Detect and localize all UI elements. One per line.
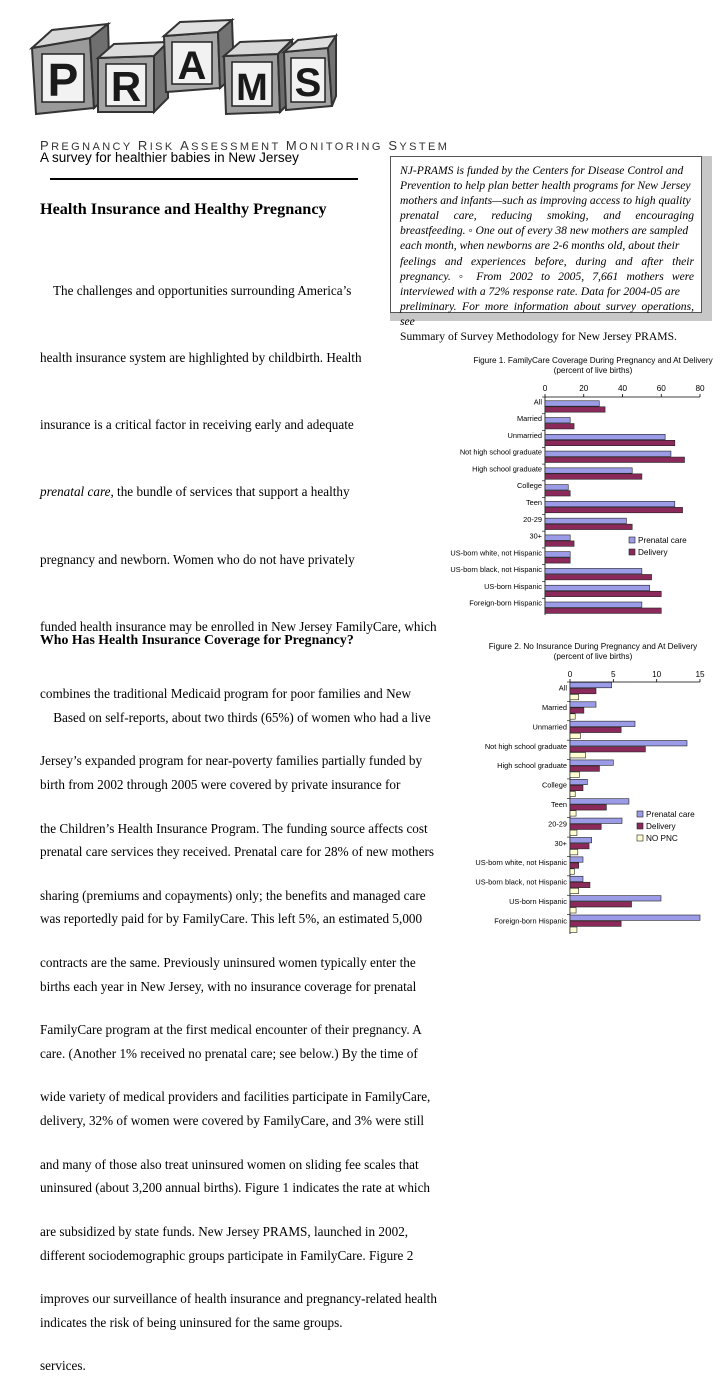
bar-no-pnc (570, 908, 576, 913)
bar-prenatal-care (545, 602, 642, 607)
text-line: insurance is a critical factor in receiving early and adequate (40, 417, 354, 433)
bar-delivery (570, 863, 579, 868)
category-label: US-born Hispanic (509, 896, 567, 906)
logo-letter-s: S (294, 61, 322, 105)
category-label: Foreign-born Hispanic (494, 916, 567, 926)
bar-prenatal-care (570, 779, 587, 784)
figure-1-familycare-chart (440, 352, 725, 617)
logo-letter-r: R (110, 63, 142, 110)
bar-prenatal-care (570, 915, 700, 920)
info-line: interviewed with a 72% response rate. Data for 2004-05 are (400, 284, 680, 298)
info-line: NJ-PRAMS is funded by the Centers for Disease Control and (400, 164, 684, 177)
legend-label: Delivery (638, 548, 668, 557)
text-line: and many of those also treat uninsured women on sliding fee scales that (40, 1156, 419, 1172)
bar-prenatal-care (570, 682, 612, 687)
bar-delivery (545, 608, 661, 613)
x-tick-label: 0 (542, 384, 548, 393)
legend-swatch (637, 811, 643, 817)
text-line: was reportedly paid for by FamilyCare. This left 5%, an estimated 5,000 (40, 911, 423, 927)
info-line: feelings and experiences before, during and after their (400, 254, 694, 268)
x-tick-label: 5 (611, 670, 616, 679)
category-label: US-born black, not Hispanic (475, 877, 567, 887)
x-tick-label: 80 (695, 384, 705, 393)
info-line: prenatal care, reducing smoking, and encouraging (400, 209, 694, 223)
legend-swatch (637, 823, 643, 829)
x-tick-label: 60 (656, 384, 666, 393)
bar-delivery (545, 457, 685, 462)
bar-no-pnc (570, 753, 586, 758)
x-tick-label: 20 (579, 384, 589, 393)
text-line: services. (40, 1358, 86, 1374)
category-label: High school graduate (497, 761, 567, 771)
text-line: The challenges and opportunities surrounding America’s (40, 282, 352, 298)
text-line: uninsured (about 3,200 annual births). Figure 1 indicates the rate at which (40, 1180, 431, 1196)
prenatal-care-term: prenatal care (40, 484, 111, 500)
bar-no-pnc (570, 849, 578, 854)
bar-prenatal-care (545, 585, 650, 590)
bar-delivery (545, 574, 652, 579)
bar-prenatal-care (570, 876, 583, 881)
chart-title: Figure 2. No Insurance During Pregnancy and At Delivery (488, 642, 698, 651)
bar-prenatal-care (570, 741, 687, 746)
bar-delivery (545, 507, 683, 512)
text-line: Based on self-reports, about two thirds (65%) of women who had a live (40, 709, 431, 725)
text-line: FamilyCare program at the first medical encounter of their pregnancy. A (40, 1022, 422, 1038)
category-label: US-born Hispanic (484, 581, 542, 591)
logo-letter-p: P (47, 54, 79, 106)
category-label: US-born white, not Hispanic (475, 858, 567, 868)
category-label: High school graduate (472, 464, 542, 474)
legend-label: Prenatal care (646, 810, 695, 819)
category-label: Not high school graduate (459, 447, 542, 457)
bar-delivery (545, 424, 574, 429)
text-line: the Children’s Health Insurance Program. The funding source affects cost (40, 820, 428, 836)
logo-letter-a: A (177, 44, 207, 88)
bar-delivery (570, 727, 621, 732)
bar-no-pnc (570, 694, 579, 699)
category-label: 20-29 (548, 819, 567, 829)
bar-no-pnc (570, 811, 576, 816)
info-line: breastfeeding. ◦ One out of every 38 new mothers are sampled (400, 224, 689, 238)
section-title-coverage: Who Has Health Insurance Coverage for Pregnancy? (40, 632, 354, 647)
x-tick-label: 40 (617, 384, 628, 393)
legend-swatch (637, 835, 643, 841)
legend-label: Delivery (646, 822, 676, 831)
text-line: indicates the risk of being uninsured for the same groups. (40, 1314, 343, 1330)
text-line: prenatal care services they received. Prenatal care for 28% of new mothers (40, 844, 434, 860)
category-label: 20-29 (523, 514, 542, 524)
x-tick-label: 15 (695, 670, 705, 679)
text-line: health insurance system are highlighted by childbirth. Health (40, 350, 362, 366)
bar-delivery (570, 766, 599, 771)
text-line: sharing (premiums and copayments) only; the benefits and managed care (40, 887, 426, 903)
chart-subtitle: (percent of live births) (553, 366, 633, 375)
category-label: All (533, 397, 542, 407)
bar-no-pnc (570, 772, 580, 777)
bar-prenatal-care (545, 485, 568, 490)
category-label: Married (516, 414, 542, 424)
bar-prenatal-care (545, 518, 626, 523)
text-line: are subsidized by state funds. New Jersey PRAMS, launched in 2002, (40, 1223, 409, 1239)
category-label: Teen (550, 800, 567, 809)
bar-delivery (570, 688, 596, 693)
logo-block-r (98, 42, 168, 112)
info-line: mothers and infants—such as improving access to high quality (400, 194, 691, 208)
bar-no-pnc (570, 869, 574, 874)
text-line: Jersey’s expanded program for near-poverty families partially funded by (40, 753, 423, 769)
bar-delivery (570, 882, 590, 887)
bar-prenatal-care (570, 837, 592, 842)
info-line: Prevention to help plan better health programs for New Jersey (400, 179, 691, 193)
bar-prenatal-care (570, 857, 583, 862)
chart-subtitle: (percent of live births) (553, 652, 633, 661)
bar-prenatal-care (570, 702, 596, 707)
logo-letter-m: M (236, 67, 268, 109)
bar-delivery (570, 902, 632, 907)
bar-delivery (545, 591, 661, 596)
bar-prenatal-care (545, 501, 675, 506)
bar-delivery (570, 805, 606, 810)
text-line: funded health insurance may be enrolled in New Jersey FamilyCare, which (40, 618, 437, 634)
header-divider (50, 178, 358, 180)
figure-2-no-insurance-chart (440, 638, 725, 938)
text-line: wide variety of medical providers and facilities participate in FamilyCare, (40, 1089, 431, 1105)
bar-delivery (570, 708, 584, 713)
category-label: 30+ (529, 531, 542, 541)
text-line: pregnancy and newborn. Women who do not have privately (40, 551, 355, 567)
category-label: Unmarried (532, 722, 567, 732)
survey-methodology-link[interactable]: Summary of Survey Methodology for New Jersey PRAMS. (400, 330, 677, 344)
chart-title: Figure 1. FamilyCare Coverage During Pregnancy and At Delivery (473, 356, 713, 365)
bar-delivery (570, 921, 621, 926)
series-subtitle: A survey for healthier babies in New Jersey (40, 150, 299, 165)
prams-logo (28, 18, 338, 118)
series-title: PREGNANCY RISK ASSESSMENT MONITORING SYSTEM (40, 138, 450, 153)
info-line: pregnancy. ◦ From 2002 to 2005, 7,661 mothers were (400, 269, 694, 283)
legend-label: NO PNC (646, 834, 678, 843)
bar-delivery (545, 541, 574, 546)
logo-block-s (284, 36, 336, 110)
info-line: preliminary. For more information about survey operations, see (400, 299, 694, 328)
text-line: improves our surveillance of health insurance and pregnancy-related health (40, 1291, 437, 1307)
bar-delivery (545, 491, 570, 496)
article-title: Health Insurance and Healthy Pregnancy (40, 200, 327, 218)
bar-delivery (570, 824, 601, 829)
bar-prenatal-care (545, 418, 570, 423)
bar-prenatal-care (545, 535, 570, 540)
info-line: each month, when newborns are 2-6 months old, about their (400, 239, 680, 253)
bar-delivery (545, 474, 642, 479)
bar-no-pnc (570, 714, 575, 719)
bar-prenatal-care (545, 468, 632, 473)
bar-delivery (545, 558, 570, 563)
text-line: births each year in New Jersey, with no insurance coverage for prenatal (40, 978, 417, 994)
category-label: Unmarried (507, 430, 542, 440)
bar-no-pnc (570, 733, 580, 738)
bar-no-pnc (570, 791, 575, 796)
text-line: different sociodemographic groups participate in FamilyCare. Figure 2 (40, 1247, 414, 1263)
article-paragraph-2 (40, 662, 434, 1357)
bar-prenatal-care (570, 721, 635, 726)
text-line: birth from 2002 through 2005 were covered by private insurance for (40, 777, 401, 793)
text-line: care. (Another 1% received no prenatal care; see below.) By the time of (40, 1045, 418, 1061)
category-label: College (541, 780, 567, 790)
bar-prenatal-care (570, 818, 622, 823)
category-label: US-born white, not Hispanic (450, 548, 542, 558)
text-line: prenatal care, the bundle of services that support a healthy (40, 484, 350, 500)
bar-delivery (570, 747, 645, 752)
x-tick-label: 10 (652, 670, 662, 679)
legend-swatch (629, 549, 635, 555)
legend-label: Prenatal care (638, 536, 687, 545)
legend-swatch (629, 537, 635, 543)
bar-prenatal-care (545, 401, 599, 406)
bar-prenatal-care (545, 451, 671, 456)
category-label: Not high school graduate (484, 741, 567, 751)
category-label: 30+ (554, 838, 567, 848)
category-label: Teen (525, 498, 542, 507)
bar-no-pnc (570, 927, 577, 932)
bar-delivery (545, 407, 605, 412)
bar-prenatal-care (570, 896, 661, 901)
category-label: College (516, 481, 542, 491)
category-label: Foreign-born Hispanic (469, 598, 542, 608)
bar-delivery (570, 785, 583, 790)
category-label: All (558, 683, 567, 693)
x-tick-label: 0 (567, 670, 573, 679)
text-line: contracts are the same. Previously uninsured women typically enter the (40, 955, 416, 970)
text-line: delivery, 32% of women were covered by FamilyCare, and 3% were still (40, 1113, 425, 1129)
bar-prenatal-care (545, 568, 642, 573)
category-label: US-born black, not Hispanic (450, 565, 542, 575)
text-line: combines the traditional Medicaid program for poor families and New (40, 686, 411, 702)
bar-no-pnc (570, 830, 577, 835)
bar-no-pnc (570, 888, 579, 893)
bar-delivery (570, 843, 589, 848)
bar-prenatal-care (570, 799, 629, 804)
bar-delivery (545, 524, 632, 529)
funding-info-box (390, 156, 712, 344)
bar-delivery (545, 440, 675, 445)
category-label: Married (541, 703, 567, 713)
bar-prenatal-care (545, 434, 665, 439)
bar-prenatal-care (570, 760, 613, 765)
bar-prenatal-care (545, 552, 570, 557)
